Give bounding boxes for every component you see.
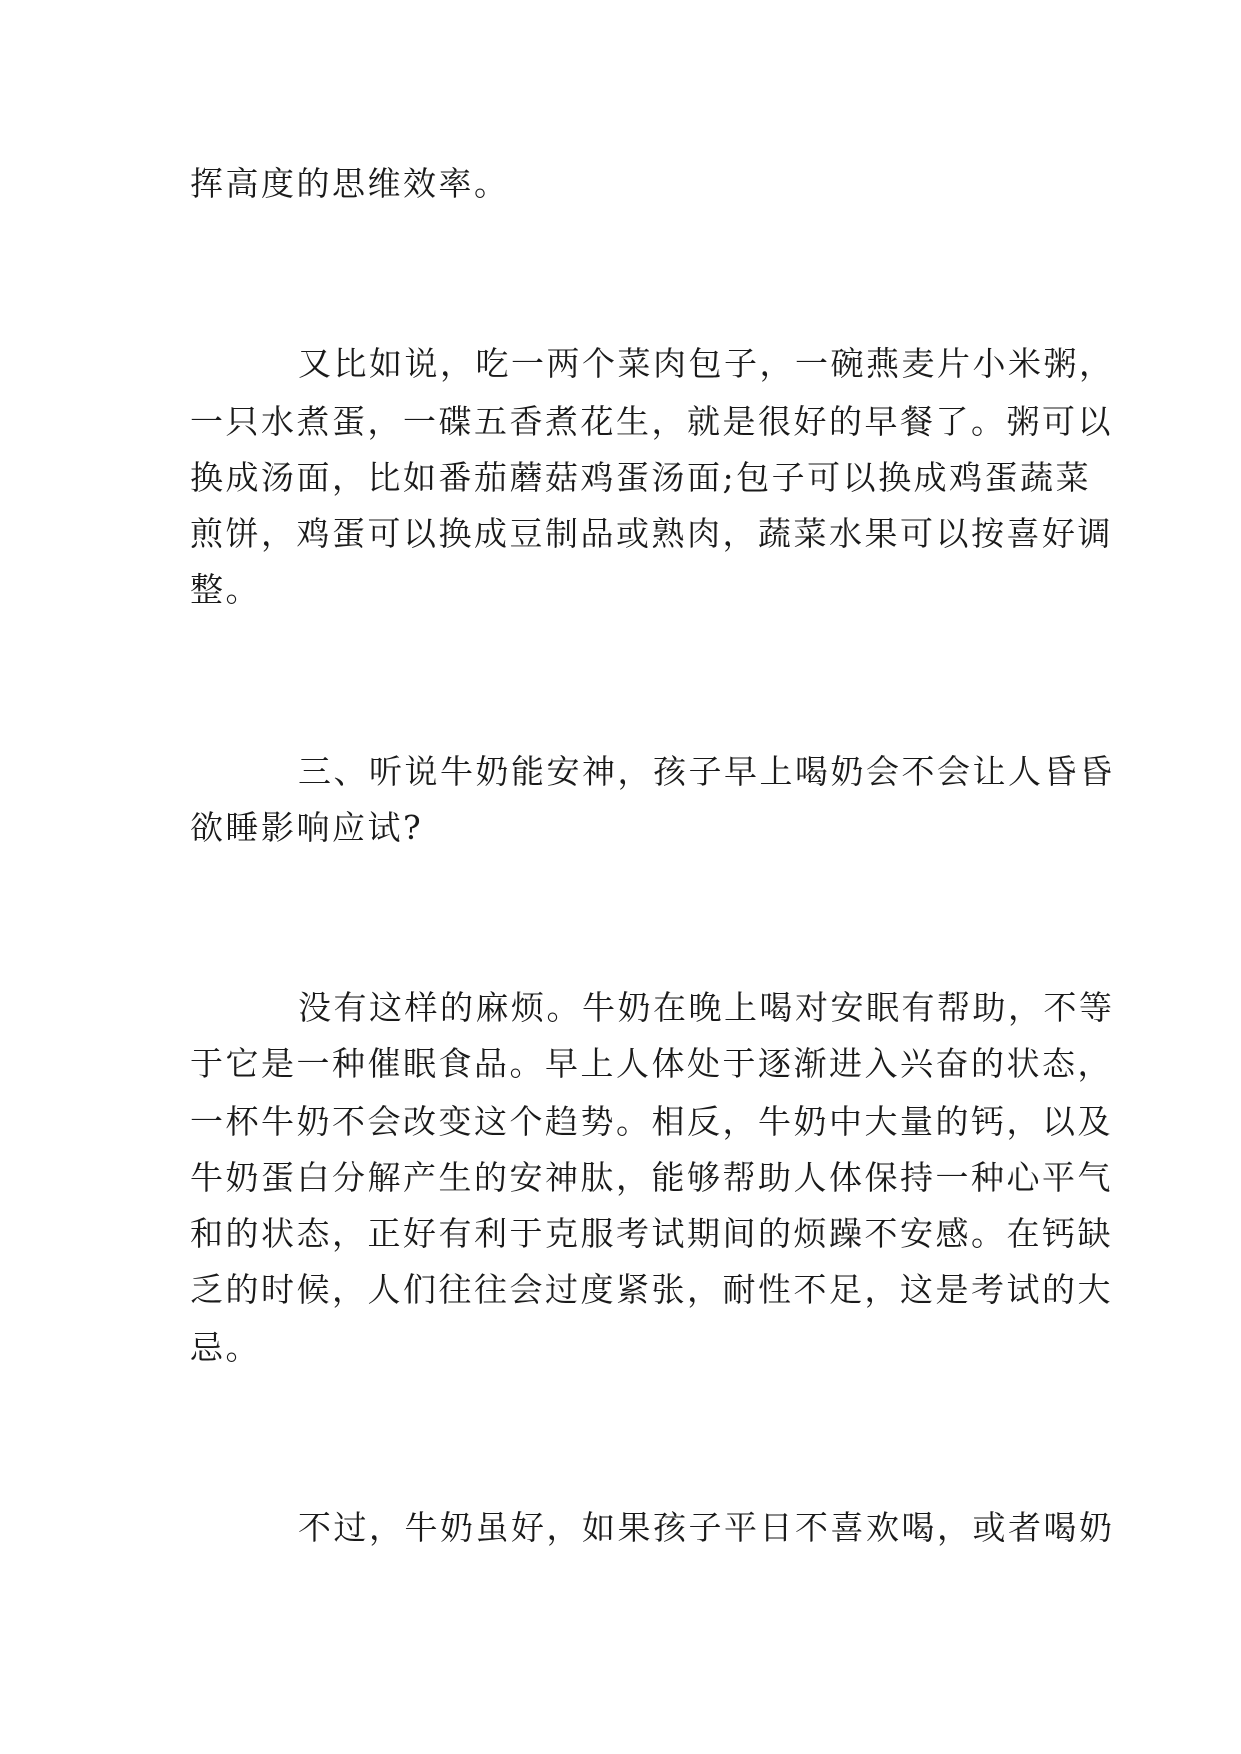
text-line-6: 整。 [190, 570, 261, 609]
text-line-1: 挥高度的思维效率。 [190, 164, 510, 203]
text-line-10: 牛奶蛋白分解产生的安神肽，能够帮助人体保持一种心平气 [190, 1158, 1113, 1197]
text-line-14: 不过，牛奶虽好，如果孩子平日不喜欢喝，或者喝奶 [298, 1508, 1115, 1547]
text-line-12: 乏的时候，人们往往会过度紧张，耐性不足，这是考试的大 [190, 1270, 1113, 1309]
text-line-8: 于它是一种催眠食品。早上人体处于逐渐进入兴奋的状态， [190, 1044, 1113, 1083]
text-line-11: 和的状态，正好有利于克服考试期间的烦躁不安感。在钙缺 [190, 1214, 1113, 1253]
text-line-13: 忌。 [190, 1328, 261, 1367]
text-line-3: 一只水煮蛋，一碟五香煮花生，就是很好的早餐了。粥可以 [190, 402, 1113, 441]
text-line-5: 煎饼，鸡蛋可以换成豆制品或熟肉，蔬菜水果可以按喜好调 [190, 514, 1113, 553]
heading-line-2: 欲睡影响应试? [190, 808, 424, 847]
text-line-2: 又比如说，吃一两个菜肉包子，一碗燕麦片小米粥， [298, 344, 1115, 383]
text-line-4: 换成汤面，比如番茄蘑菇鸡蛋汤面;包子可以换成鸡蛋蔬菜 [190, 458, 1092, 497]
heading-line-1: 三、听说牛奶能安神，孩子早上喝奶会不会让人昏昏 [298, 752, 1115, 791]
text-line-9: 一杯牛奶不会改变这个趋势。相反，牛奶中大量的钙，以及 [190, 1102, 1113, 1141]
text-line-7: 没有这样的麻烦。牛奶在晚上喝对安眠有帮助，不等 [298, 988, 1115, 1027]
